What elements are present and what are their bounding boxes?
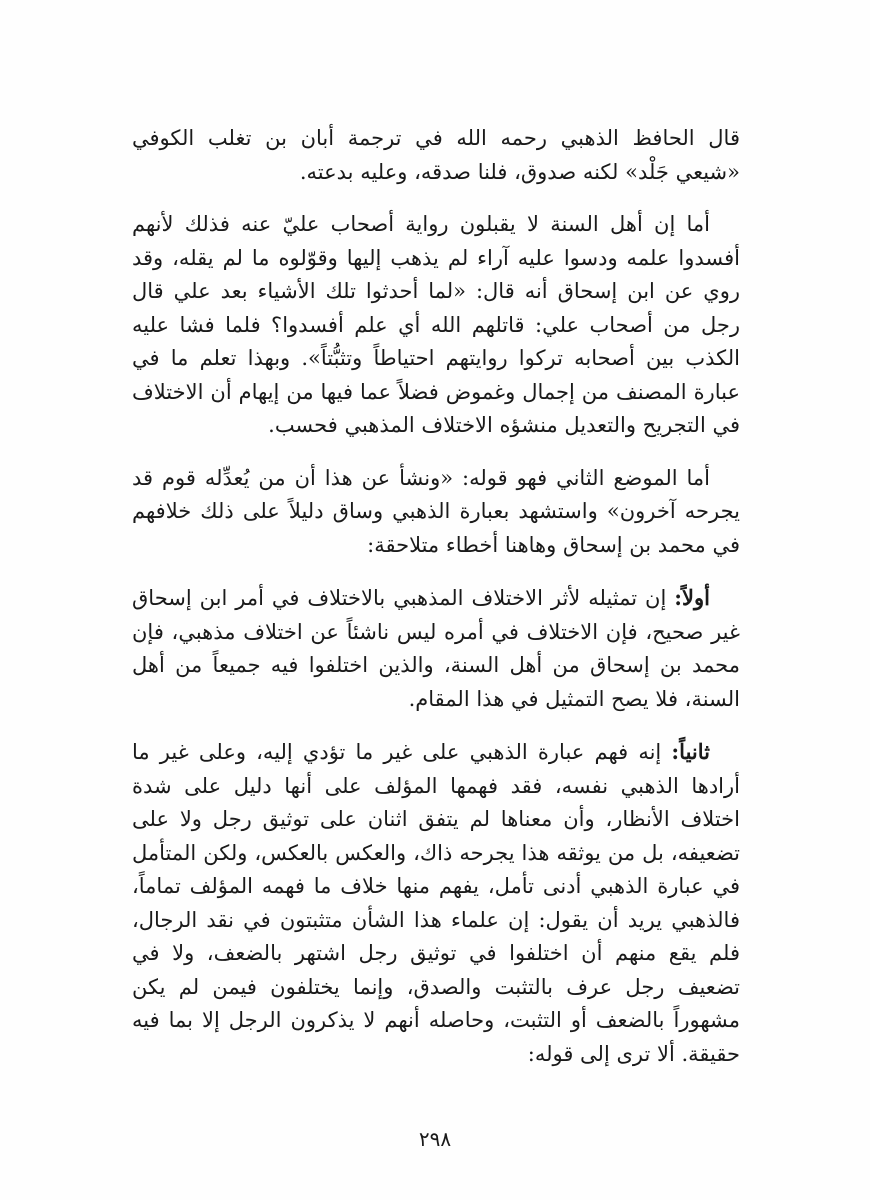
paragraph-4: [132, 581, 740, 716]
paragraph-1-text: قال الحافظ الذهبي رحمه الله في ترجمة أبان بن تغلب الكوفي «شيعي جَلْد» لكنه صدوق، فلنا صدقه، وعليه بدعته.: [132, 126, 740, 184]
body-text: [132, 122, 740, 1090]
paragraph-2-text: أما إن أهل السنة لا يقبلون رواية أصحاب عليّ عنه فذلك لأنهم أفسدوا علمه ودسوا عليه آراء لم يذهب إليها وقوّلوه ما لم يقله، وقد روي عن ابن إسحاق أنه قال: «لما أحدثوا تلك الأشياء بعد علي قال رجل من أصحاب علي: قاتلهم الله أي علم أفسدوا؟ فلما فشا عليه الكذب بين أصحابه تركوا روايتهم احتياطاً وتثبُّتاً». وبهذا تعلم ما في عبارة المصنف من إجمال وغموض فضلاً عما فيها من إيهام أن الاختلاف في التجريح والتعديل منشؤه الاختلاف المذهبي فحسب.: [132, 212, 740, 437]
paragraph-5-text: إنه فهم عبارة الذهبي على غير ما تؤدي إليه، وعلى غير ما أرادها الذهبي نفسه، فقد فهمها المؤلف على أنها دليل على شدة اختلاف الأنظار، وأن معناها لم يتفق اثنان على توثيق رجل ولا على تضعيفه، بل من يوثقه هذا يجرحه ذاك، والعكس بالعكس، ولكن المتأمل في عبارة الذهبي أدنى تأمل، يفهم منها خلاف ما فهمه المؤلف تماماً، فالذهبي يريد أن يقول: إن علماء هذا الشأن متثبتون في نقد الرجال، فلم يقع منهم أن اختلفوا في توثيق رجل اشتهر بالضعف، ولا في تضعيف رجل عرف بالتثبت والصدق، وإنما يختلفون فيمن لم يكن مشهوراً بالضعف أو التثبت، وحاصله أنهم لا يذكرون الرجل إلا بما فيه حقيقة. ألا ترى إلى قوله:: [132, 740, 740, 1066]
paragraph-4-lead: أولاً:: [674, 585, 710, 610]
paragraph-3-text: أما الموضع الثاني فهو قوله: «ونشأ عن هذا أن من يُعدِّله قوم قد يجرحه آخرون» واستشهد بعبارة الذهبي وساق دليلاً على ذلك خلافهم في محمد بن إسحاق وهاهنا أخطاء متلاحقة:: [132, 465, 740, 557]
paragraph-5: [132, 735, 740, 1071]
paragraph-4-text: إن تمثيله لأثر الاختلاف المذهبي بالاختلاف في أمر ابن إسحاق غير صحيح، فإن الاختلاف في أمره ليس ناشئاً عن اختلاف مذهبي، فإن محمد بن إسحاق من أهل السنة، والذين اختلفوا فيه جميعاً من أهل السنة، فلا يصح التمثيل في هذا المقام.: [132, 586, 740, 711]
page-number: ٢٩٨: [418, 1127, 452, 1151]
paragraph-3: [132, 462, 740, 563]
paragraph-2: [132, 208, 740, 443]
paragraph-1: [132, 122, 740, 189]
paragraph-5-lead: ثانياً:: [671, 739, 710, 764]
